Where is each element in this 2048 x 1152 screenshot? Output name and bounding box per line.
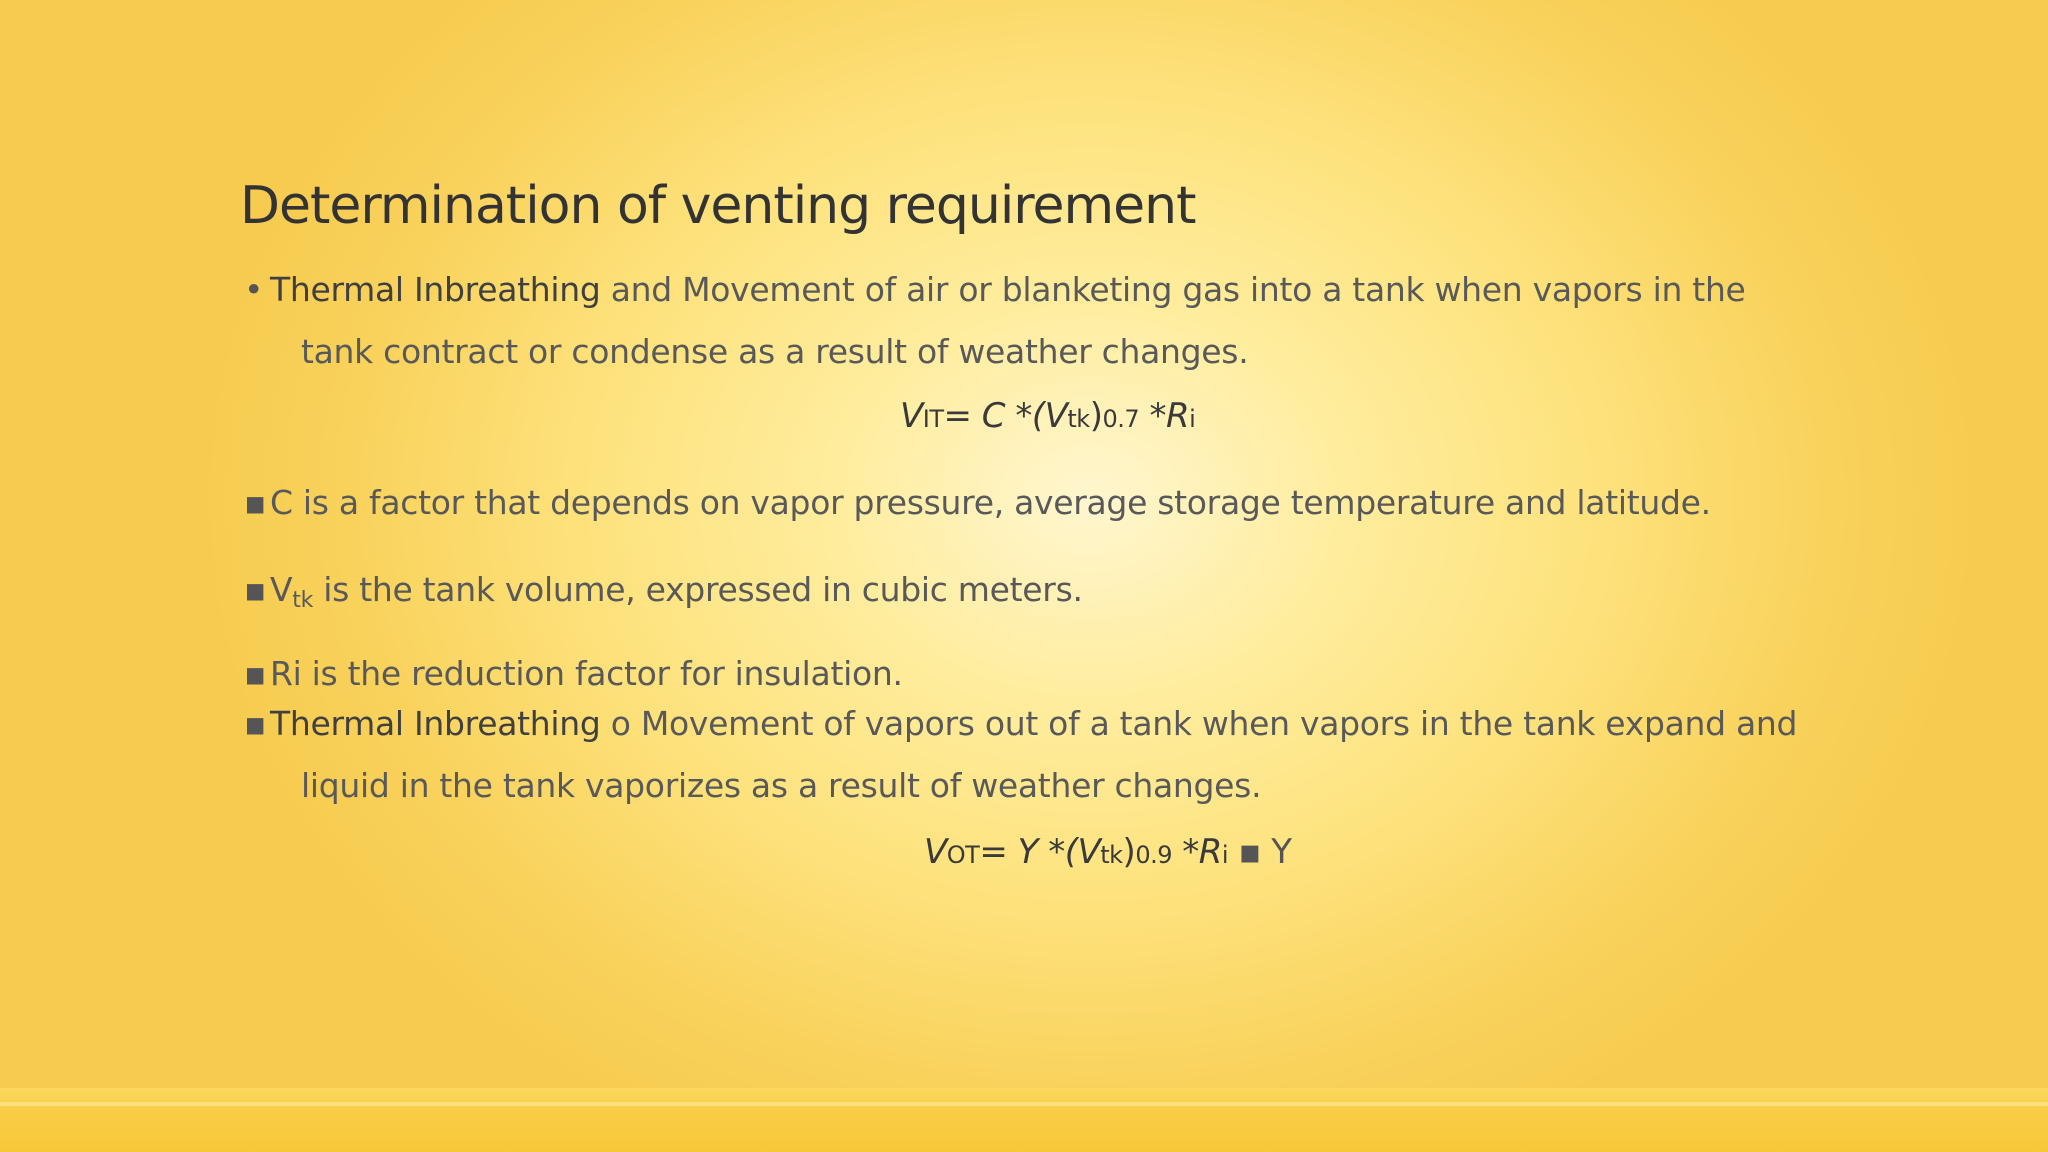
formula2-tail: ▪ Y: [1228, 832, 1292, 872]
para1-text: and Movement of air or blanketing gas into a tank when vapors in the: [600, 270, 1746, 309]
item-c-text: C is a factor that depends on vapor pressure, average storage temperature and latitude.: [270, 483, 1711, 522]
item-c: [244, 483, 1711, 522]
footer-band: [0, 1088, 2048, 1152]
item-ri-text: Ri is the reduction factor for insulation.: [270, 654, 903, 693]
formula2-v: V: [924, 832, 947, 872]
formula1-tk: tk: [1067, 405, 1090, 433]
bullet-dot: •: [244, 270, 264, 309]
para1-line2: tank contract or condense as a result of weather changes.: [301, 332, 1249, 371]
slide-title: Determination of venting requirement: [240, 176, 1196, 236]
para1-term: Thermal Inbreathing: [270, 270, 601, 309]
para1-line1: [244, 270, 1746, 309]
bullet-square: ▪: [244, 483, 267, 522]
bullet-square: ▪: [244, 704, 267, 743]
footer-divider: [0, 1102, 2048, 1106]
bullet-square: ▪: [244, 654, 267, 693]
formula1-v: V: [900, 396, 923, 436]
formula-outbreathing: [924, 832, 1292, 872]
formula1-eq: = C *(V: [943, 396, 1068, 436]
item-vtk: [244, 570, 1083, 613]
formula1-v-sub: IT: [922, 405, 944, 433]
item-vtk-v: V: [270, 570, 293, 609]
para2-line2: liquid in the tank vaporizes as a result of weather changes.: [301, 766, 1262, 805]
formula2-exp: 0.9: [1135, 841, 1172, 869]
formula2-star: *R: [1171, 832, 1222, 872]
para2-term: Thermal Inbreathing: [270, 704, 601, 743]
formula1-close: ): [1089, 396, 1103, 436]
para2-text: o Movement of vapors out of a tank when vapors in the tank expand and: [600, 704, 1798, 743]
formula1-exp: 0.7: [1102, 405, 1140, 433]
formula2-tk: tk: [1100, 841, 1123, 869]
formula2-r-sub: i: [1221, 841, 1229, 869]
bullet-square: ▪: [244, 570, 267, 609]
item-vtk-sub: tk: [292, 588, 314, 613]
formula-inbreathing: [900, 396, 1195, 436]
formula2-v-sub: OT: [946, 841, 980, 869]
formula2-eq: = Y *(V: [979, 832, 1101, 872]
formula1-r-sub: i: [1189, 405, 1196, 433]
item-vtk-text: is the tank volume, expressed in cubic meters.: [313, 570, 1083, 609]
formula1-star: *R: [1139, 396, 1190, 436]
formula2-close: ): [1122, 832, 1136, 872]
para2-line1: [244, 704, 1797, 743]
item-ri: [244, 654, 903, 693]
